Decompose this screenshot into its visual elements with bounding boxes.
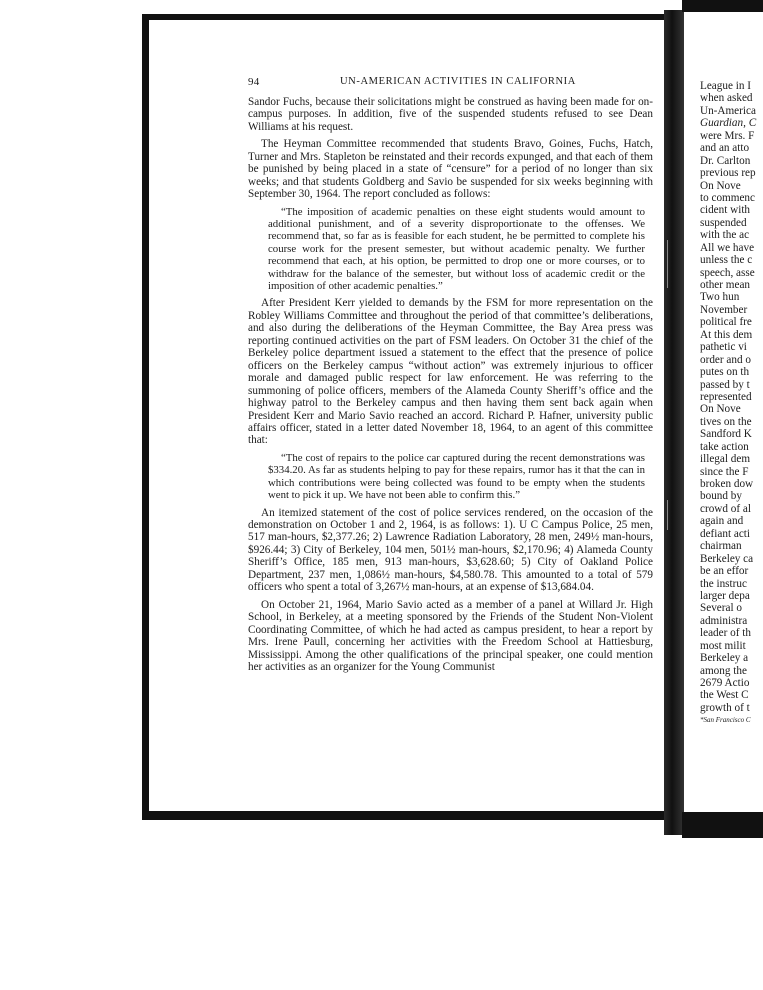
text-line-fragment: most milit xyxy=(700,639,746,652)
text-line-fragment: represented xyxy=(700,390,752,403)
text-line-fragment: among the xyxy=(700,664,747,677)
text-line-fragment: political fre xyxy=(700,316,752,329)
text-line-fragment: broken dow xyxy=(700,478,754,490)
text-line-fragment: chairman xyxy=(700,540,742,553)
text-line-fragment: Berkeley ca xyxy=(700,552,754,565)
text-line-fragment: previous rep xyxy=(700,167,756,180)
text-line-fragment: Two hun xyxy=(700,291,740,304)
text-line-fragment: cident with xyxy=(700,204,751,217)
block-quote: “The imposition of academic penalties on these eight students would amount to additional punishment, and of a severity disproportionate to the offenses. We recommend that, so far as is feasible for each student, he be permitted to complete his course work for the present semester, but without academic penalty. We further recommend that each, at his option, be permitted to drop one or more courses, or to withdraw for the balance of the semester, but without loss of academic credit or the imposition of other academic penalties.” xyxy=(268,205,645,293)
right-page-column-fragment xyxy=(700,80,763,727)
text-line-fragment: the instruc xyxy=(700,577,747,590)
text-line-fragment: with the ac xyxy=(700,229,750,242)
text-line-fragment: putes on th xyxy=(700,366,750,379)
text-line-fragment: On Nove xyxy=(700,403,741,416)
paragraph: Sandor Fuchs, because their solicitations might be construed as having been made for on-campus purposes. In addition, five of the suspended students refused to see Dean Williams at his request. xyxy=(248,96,653,133)
paragraph: The Heyman Committee recommended that students Bravo, Goines, Fuchs, Hatch, Turner and Mrs. Stapleton be reinstated and their records expunged, and that each of them be punished by being placed in a state of “censure” for a period of no longer than six weeks; and that students Goldberg and Savio be suspended for six weeks beginning with September 30, 1964. The report concluded as follows: xyxy=(248,138,653,201)
paragraph: After President Kerr yielded to demands by the FSM for more representation on the Robley Williams Committee and throughout the period of that committee’s deliberations, and also during the deliberations of the Heyman Committee, the Bay Area press was reporting continued activities on the part of FSM leaders. On October 31 the chief of the Berkeley police department issued a statement to the effect that the presence of police officers on the Berkeley campus “without action” was extremely injurious to officer morale and damaged public respect for law enforcement. He was referring to the summoning of police officers, members of the Alameda County Sheriff’s office and the highway patrol to the Berkeley campus and then having them sent back again when President Kerr and Mario Savio reached an accord. Richard P. Hafner, university public affairs officer, stated in a letter dated November 18, 1964, to an agent of this committee that: xyxy=(248,297,653,447)
running-title: UN-AMERICAN ACTIVITIES IN CALIFORNIA xyxy=(340,76,576,87)
text-line-fragment: larger depa xyxy=(700,589,750,602)
text-line-fragment: since the F xyxy=(700,465,749,478)
text-line-fragment: again and xyxy=(700,515,744,528)
text-line-fragment: Un-America xyxy=(700,104,756,117)
text-line-fragment: when asked xyxy=(700,92,753,105)
main-text-column xyxy=(248,96,653,678)
text-line-fragment: 2679 Actio xyxy=(700,677,750,689)
paragraph: On October 21, 1964, Mario Savio acted as a member of a panel at Willard Jr. High School, in Berkeley, at a meeting sponsored by the Friends of the Student Non-Violent Coordinating Committee, of which he had acted as campus president, to hear a report by Mrs. Irene Paull, concerning her activities with the Freedom School at Hattiesburg, Mississippi. Among the other qualifications of the principal speaker, one could mention her activities as an organizer for the Young Communist xyxy=(248,598,653,673)
page-header xyxy=(248,76,653,90)
text-line-fragment: order and o xyxy=(700,353,751,366)
page-number: 94 xyxy=(248,76,260,88)
text-line-fragment: On Nove xyxy=(700,179,741,192)
text-line-fragment: illegal dem xyxy=(700,453,751,466)
text-line-fragment: crowd of al xyxy=(700,502,751,515)
block-quote: “The cost of repairs to the police car captured during the recent demonstrations was $334.20. As far as students helping to pay for these repairs, rumor has it that the can in which contributions were being collected was found to be empty when the students went to pick it up. We have not been able to confirm this.” xyxy=(268,451,645,502)
text-line-fragment: be an effor xyxy=(700,565,749,578)
text-line-fragment: speech, asse xyxy=(700,266,755,279)
text-line-fragment: other mean xyxy=(700,279,751,291)
scan-border-right-top xyxy=(682,0,763,12)
text-line-fragment: unless the c xyxy=(700,254,753,267)
text-line-fragment: November xyxy=(700,303,748,316)
text-line-fragment: At this dem xyxy=(700,328,753,341)
text-line-fragment: to commenc xyxy=(700,191,755,204)
text-line-fragment: Sandford K xyxy=(700,428,752,441)
text-line-fragment: leader of th xyxy=(700,627,751,640)
text-line-fragment: Berkeley a xyxy=(700,652,749,665)
text-line-fragment: and an atto xyxy=(700,142,750,155)
text-line-fragment: defiant acti xyxy=(700,527,751,540)
text-line-fragment: pathetic vi xyxy=(700,341,747,354)
text-line-fragment: bound by xyxy=(700,490,742,503)
text-line-fragment: Several o xyxy=(700,602,742,615)
paragraph: An itemized statement of the cost of police services rendered, on the occasion of the demonstration on October 1 and 2, 1964, is as follows: 1). U C Campus Police, 25 men, 517 man-hours, $2,377.26; 2) Lawrence Radiation Laboratory, 28 men, 249½ man-hours, $926.44; 3) City of Berkeley, 104 men, 501½ man-hours, $2,170.96; 4) Alameda County Sheriff’s Office, 185 men, 913 man-hours, $3,628.60; 5) City of Oakland Police Department, 237 men, 1,086½ man-hours, $4,580.78. This amounted to a total of 579 officers who spent a total of 3,267½ man-hours, at an expense of $13,684.04. xyxy=(248,506,653,594)
scan-border-bottom xyxy=(142,811,664,820)
text-line-fragment: Guardian, C xyxy=(700,117,757,130)
book-gutter xyxy=(664,10,684,835)
text-line-fragment: take action xyxy=(700,440,749,453)
margin-mark xyxy=(667,500,668,530)
text-line-fragment: administra xyxy=(700,614,748,627)
text-line-fragment: passed by t xyxy=(700,378,750,391)
text-line-fragment: Dr. Carlton xyxy=(700,154,751,167)
text-line-fragment: League in I xyxy=(700,80,751,92)
text-line-fragment: All we have xyxy=(700,241,755,254)
scan-border-left xyxy=(142,14,149,820)
text-line-fragment: growth of t xyxy=(700,701,750,714)
scan-border-right-bottom xyxy=(682,812,763,838)
footnote-fragment: *San Francisco C xyxy=(700,716,751,725)
margin-mark xyxy=(667,240,668,288)
text-line-fragment: suspended xyxy=(700,216,747,229)
text-line-fragment: were Mrs. F xyxy=(700,129,755,142)
text-line-fragment: tives on the xyxy=(700,415,752,428)
text-line-fragment: the West C xyxy=(700,689,749,702)
